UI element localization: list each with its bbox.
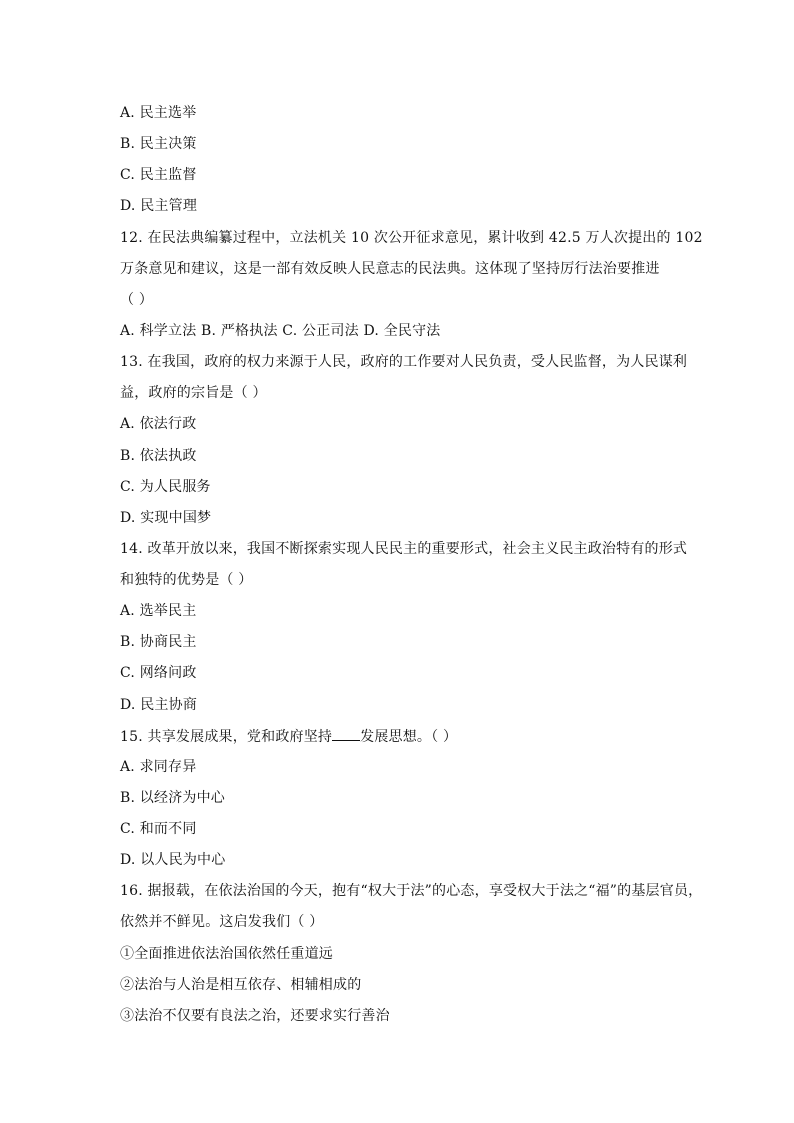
option-14d: D. 民主协商 <box>120 697 198 713</box>
question-15-suffix: 发展思想。（ ） <box>360 729 458 745</box>
statement-2: ②法治与人治是相互依存、相辅相成的 <box>120 977 362 993</box>
question-12-options: A. 科学立法 B. 严格执法 C. 公正司法 D. 全民守法 <box>120 323 441 339</box>
statement-1: ①全面推进依法治国依然任重道远 <box>120 946 333 962</box>
option-11c: C. 民主监督 <box>120 167 197 183</box>
question-14-line-1: 14. 改革开放以来，我国不断探索实现人民民主的重要形式，社会主义民主政治特有的形式 <box>120 541 688 557</box>
question-13-line-1: 13. 在我国，政府的权力来源于人民，政府的工作要对人民负责，受人民监督，为人民谋利 <box>120 354 688 370</box>
option-15b: B. 以经济为中心 <box>120 790 225 806</box>
option-13d: D. 实现中国梦 <box>120 510 212 526</box>
option-14a: A. 选举民主 <box>120 603 197 619</box>
question-12-line-1: 12. 在民法典编纂过程中，立法机关 10 次公开征求意见，累计收到 42.5 万人次提出的 102 <box>120 230 703 246</box>
question-14-line-2: 和独特的优势是（ ） <box>120 572 253 588</box>
option-11a: A. 民主选举 <box>120 105 197 121</box>
statement-3: ③法治不仅要有良法之治，还要求实行善治 <box>120 1008 390 1024</box>
option-11d: D. 民主管理 <box>120 198 198 214</box>
option-15c: C. 和而不同 <box>120 821 197 837</box>
question-13-line-2: 益，政府的宗旨是（ ） <box>120 385 267 401</box>
question-12-line-2: 万条意见和建议，这是一部有效反映人民意志的民法典。这体现了坚持厉行法治要推进 <box>120 261 660 277</box>
option-15d: D. 以人民为中心 <box>120 852 226 868</box>
question-16-line-1: 16. 据报载，在依法治国的今天，抱有“权大于法”的心态，享受权大于法之“福”的基层官员， <box>120 883 703 899</box>
option-13a: A. 依法行政 <box>120 416 197 432</box>
option-13b: B. 依法执政 <box>120 448 197 464</box>
question-16-line-2: 依然并不鲜见。这启发我们（ ） <box>120 914 324 930</box>
question-12-line-3: （ ） <box>120 292 154 308</box>
option-15a: A. 求同存异 <box>120 759 197 775</box>
question-15 <box>120 726 457 747</box>
option-11b: B. 民主决策 <box>120 136 197 152</box>
option-14b: B. 协商民主 <box>120 634 197 650</box>
option-14c: C. 网络问政 <box>120 665 197 681</box>
question-15-prefix: 15. 共享发展成果，党和政府坚持 <box>120 729 333 745</box>
fill-in-blank <box>332 726 360 741</box>
option-13c: C. 为人民服务 <box>120 479 211 495</box>
